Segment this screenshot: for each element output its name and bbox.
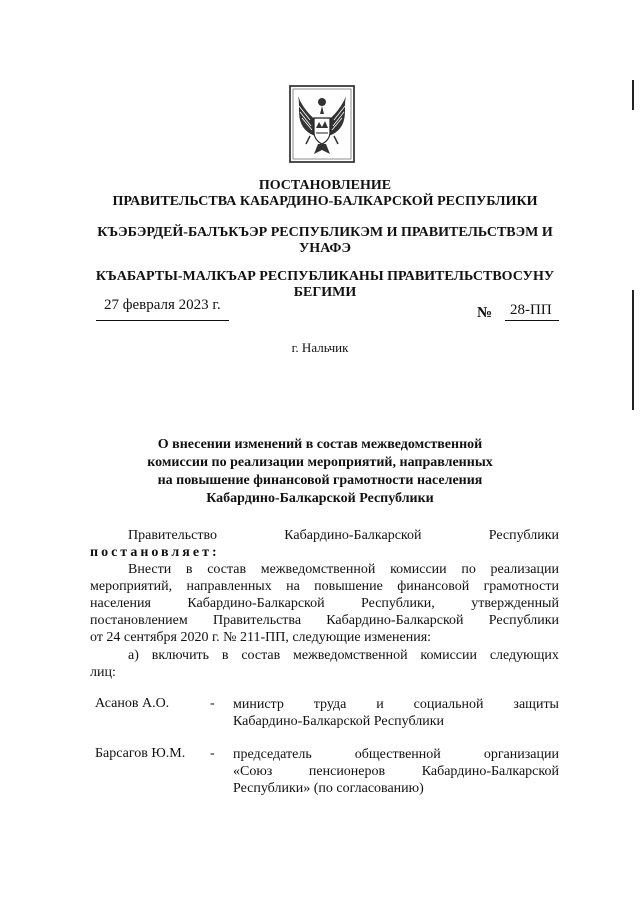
word: на [286,579,300,594]
date-underline [96,320,229,321]
subject-title-line3: на повышение финансовой грамотности населения [157,473,483,488]
member-role [233,746,559,797]
word: межведомственной [293,648,408,663]
doc-type-title: ПОСТАНОВЛЕНИЕ [258,178,392,193]
word: Кабардино-Балкарской [326,613,464,628]
member-role [233,696,559,730]
word: комиссии [390,562,447,577]
resolution-verb: постановляет: [90,545,220,560]
member-role-line2: «Союз пенсионеров Кабардино-Балкарской [233,764,559,779]
subject-title-line1: О внесении изменений в состав межведомственной [157,437,483,452]
member-role-line3: Республики» (по согласованию) [233,781,424,796]
member-dash: - [210,696,215,711]
issuer-balkar-line2: БЕГИМИ [293,285,357,300]
word: по [461,562,476,577]
member-name: Асанов А.О. [95,696,170,711]
word: состав [241,648,281,663]
issuer-kabardian-line1: КЪЭБЭРДЕЙ-БАЛЪКЪЭР РЕСПУБЛИКЭМ И ПРАВИТЕЛЬСТВЭМ И [97,225,553,240]
word: комиссии [420,648,478,663]
word: реализации [490,562,559,577]
number-underline [505,320,559,321]
paragraph-2-line1 [128,561,559,578]
word: повышение [314,579,383,594]
subject-title-line4: Кабардино-Балкарской Республики [206,491,434,506]
word: межведомственной [260,562,376,577]
word: в [185,562,193,577]
word: Внести [128,562,172,577]
word: состав [207,562,247,577]
word: финансовой [397,579,470,594]
city-of-issue: г. Нальчик [291,340,349,355]
scan-edge-line-top [632,80,634,110]
word: а) [128,648,139,663]
subject-title-line2: комиссии по реализации мероприятий, направленных [147,455,493,470]
issuer-kabardian-line2: УНАФЭ [299,241,351,256]
number-sign: № [477,305,493,321]
member-name: Барсагов Ю.М. [95,746,186,761]
decree-number: 28-ПП [510,302,552,318]
word: в [221,648,229,663]
issuer-balkar-line1: КЪАБАРТЫ-МАЛКЪАР РЕСПУБЛИКАНЫ ПРАВИТЕЛЬСТВОСУНУ [95,269,555,284]
decree-date: 27 февраля 2023 г. [104,297,221,313]
word: мероприятий, [90,579,173,594]
member-dash: - [210,746,215,761]
word: включить [151,648,210,663]
paragraph-3-line1 [128,647,559,664]
word: следующих [489,648,559,663]
issuer-russian: ПРАВИТЕЛЬСТВА КАБАРДИНО-БАЛКАРСКОЙ РЕСПУБЛИКИ [112,194,538,209]
paragraph-3-line2: лиц: [90,665,116,680]
paragraph-1-line1: Правительство Кабардино-Балкарской Республики [128,528,559,543]
paragraph-2-line3: населения Кабардино-Балкарской Республики, утвержденный [90,596,559,611]
paragraph-2-line2 [90,578,559,595]
word: Республики [488,613,559,628]
coat-of-arms-emblem [288,84,356,164]
paragraph-2-line4 [90,612,559,629]
word: грамотности [483,579,559,594]
member-role-line1: председатель общественной организации [233,747,559,762]
word: направленных [186,579,272,594]
member-role-line2: Кабардино-Балкарской Республики [233,714,444,729]
word: Правительства [212,613,302,628]
paragraph-2-line5: от 24 сентября 2020 г. № 211-ПП, следующие изменения: [90,630,432,645]
word: постановлением [90,613,188,628]
member-role-line1: министр труда и социальной защиты [233,697,559,712]
